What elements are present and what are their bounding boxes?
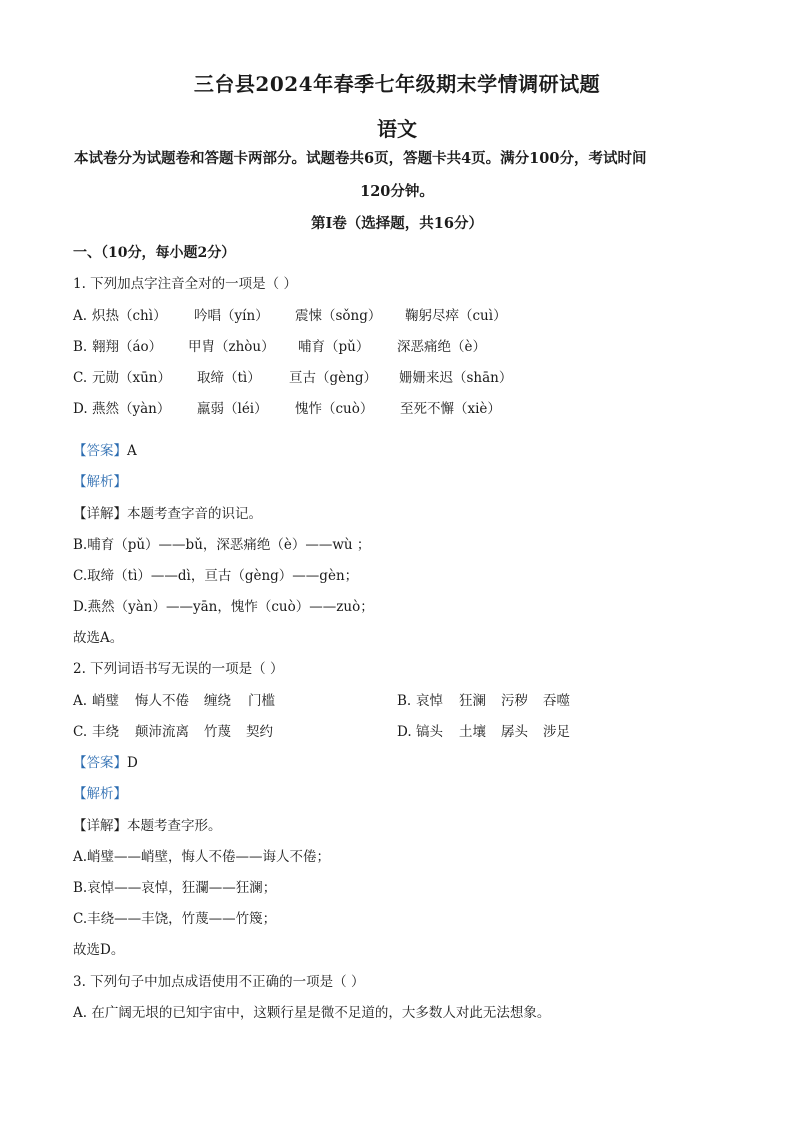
q1-analysis-tag: 【解析】 [73, 474, 127, 490]
part-heading: 第Ⅰ卷（选择题，共16分） [311, 215, 483, 232]
intro-line-1: 本试卷分为试题卷和答题卡两部分。试题卷共6页，答题卡共4页。满分100分，考试时间 [74, 150, 647, 167]
option-item: 深恶痛绝（è） [397, 339, 486, 355]
q1-conclusion: 故选A。 [73, 630, 124, 646]
answer-value: A [127, 443, 137, 459]
q1-answer [73, 442, 137, 460]
option-item: 哺育（pǔ） [298, 339, 370, 355]
option-item: 哀悼 [416, 693, 443, 709]
option-item: 愧怍（cuò） [295, 401, 374, 417]
answer-tag: 【答案】 [73, 755, 127, 771]
option-item: 吟唱（yín） [194, 308, 269, 324]
option-item: 竹蔑 [204, 724, 231, 740]
option-item: 炽热（chì） [92, 308, 167, 324]
option-item: 翱翔（áo） [92, 339, 163, 355]
q3-stem: 3. 下列句子中加点成语使用不正确的一项是（ ） [73, 974, 365, 990]
q1-note: D.燕然（yàn）——yān，愧怍（cuò）——zuò； [73, 599, 374, 615]
exam-title: 三台县2024年春季七年级期末学情调研试题 [193, 72, 601, 96]
q2-note: C.丰绕——丰饶，竹蔑——竹篾； [73, 911, 277, 927]
option-item: 狂澜 [459, 693, 486, 709]
q3-option-a: A. 在广阔无垠的已知宇宙中，这颗行星是微不足道的，大多数人对此无法想象。 [73, 1005, 551, 1021]
option-item: 颠沛流离 [135, 724, 189, 740]
option-item: 污秽 [501, 693, 528, 709]
section-heading: 一、（10分，每小题2分） [73, 245, 236, 261]
option-item: 甲胄（zhòu） [188, 339, 275, 355]
q1-detail [73, 505, 262, 523]
answer-value: D [127, 755, 138, 771]
option-item: 镐头 [416, 724, 443, 740]
option-label: B. [73, 339, 88, 355]
detail-tag: 【详解】 [73, 818, 127, 834]
option-item: 丰绕 [92, 724, 119, 740]
option-item: 元勋（xūn） [92, 370, 172, 386]
option-item: 亘古（gèng） [289, 370, 377, 386]
option-item: 峭璧 [92, 693, 119, 709]
q2-stem: 2. 下列词语书写无误的一项是（ ） [73, 661, 284, 677]
option-item: 悔人不倦 [135, 693, 189, 709]
option-item: 至死不懈（xiè） [400, 401, 501, 417]
option-item: 契约 [246, 724, 273, 740]
detail-tag: 【详解】 [73, 506, 127, 522]
option-item: 吞噬 [543, 693, 570, 709]
option-label: C. [73, 724, 88, 740]
q2-note: B.哀悼——哀悼，狂瀾——狂澜； [73, 880, 277, 896]
q1-note: C.取缔（tì）——dì，亘古（gèng）——gèn； [73, 568, 359, 584]
subject-title: 语文 [377, 117, 417, 141]
q2-analysis-tag: 【解析】 [73, 786, 127, 802]
option-item: 羸弱（léi） [197, 401, 268, 417]
option-label: D. [73, 401, 88, 417]
q1-note: B.哺育（pǔ）——bǔ，深恶痛绝（è）——wù ； [73, 537, 371, 553]
option-item: 门槛 [248, 693, 275, 709]
option-item: 燕然（yàn） [92, 401, 171, 417]
option-item: 孱头 [501, 724, 528, 740]
intro-line-2: 120分钟。 [360, 183, 434, 200]
q2-conclusion: 故选D。 [73, 942, 125, 958]
option-item: 土壤 [459, 724, 486, 740]
q2-note: A.峭璧——峭壁，悔人不倦——诲人不倦； [73, 849, 331, 865]
option-item: 取缔（tì） [197, 370, 261, 386]
option-item: 震悚（sǒng） [295, 308, 382, 324]
answer-tag: 【答案】 [73, 443, 127, 459]
option-item: 涉足 [543, 724, 570, 740]
option-label: A. [73, 693, 88, 709]
q2-detail [73, 817, 222, 835]
option-item: 姗姗来迟（shān） [399, 370, 513, 386]
option-item: 缠绕 [204, 693, 231, 709]
option-item: 鞠躬尽瘁（cuì） [405, 308, 507, 324]
option-label: B. [397, 693, 412, 709]
option-label: A. [73, 308, 88, 324]
q1-stem: 1. 下列加点字注音全对的一项是（ ） [73, 276, 297, 292]
option-label: D. [397, 724, 412, 740]
q2-answer [73, 754, 138, 772]
detail-text: 本题考查字音的识记。 [127, 506, 262, 522]
detail-text: 本题考查字形。 [127, 818, 222, 834]
option-label: C. [73, 370, 88, 386]
